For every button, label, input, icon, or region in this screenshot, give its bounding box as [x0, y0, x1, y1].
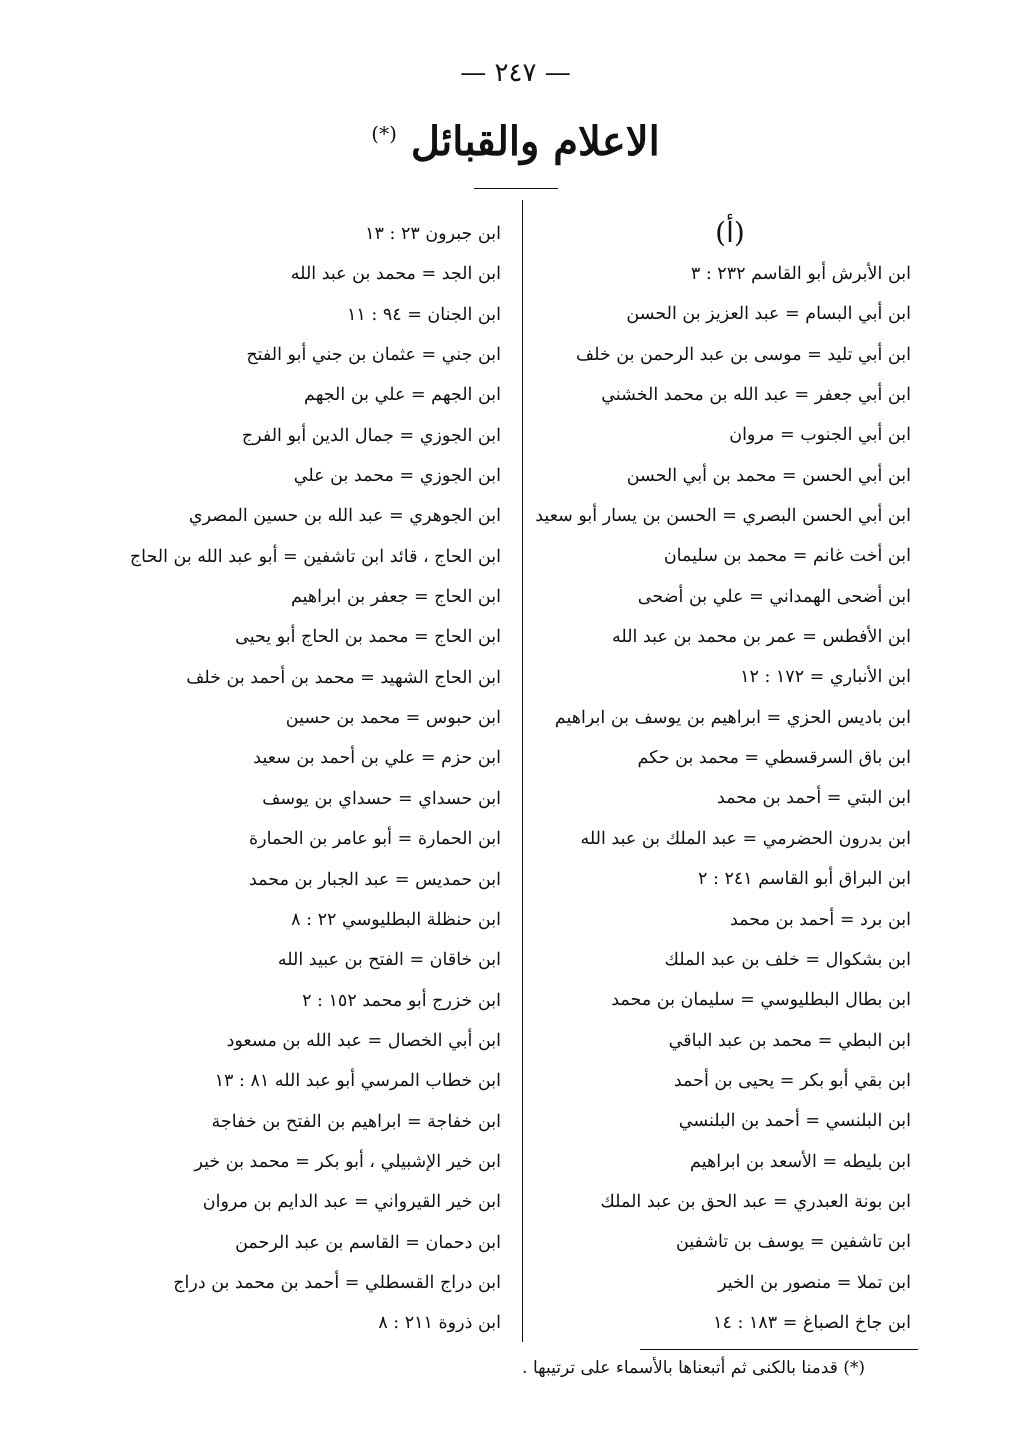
title-text: الاعلام والقبائل: [410, 118, 660, 165]
index-entry: ابن الجهم = علي بن الجهم: [304, 385, 501, 406]
index-entry: ابن حمديس = عبد الجبار بن محمد: [248, 869, 501, 890]
index-entry: ابن أبي الحسن البصري = الحسن بن يسار أبو سعيد: [535, 506, 911, 527]
index-entry: ابن حزم = علي بن أحمد بن سعيد: [253, 748, 501, 769]
index-entry: ابن بشكوال = خلف بن عبد الملك: [664, 949, 911, 970]
index-entry: ابن البتي = أحمد بن محمد: [716, 788, 911, 809]
index-entry: ابن الجوزي = محمد بن علي: [293, 466, 501, 487]
index-entry: ابن البلنسي = أحمد بن البلنسي: [678, 1111, 911, 1132]
index-entry: ابن خير القيرواني = عبد الدايم بن مروان: [202, 1192, 501, 1213]
index-entry: ابن بطال البطليوسي = سليمان بن محمد: [611, 990, 911, 1011]
index-entry: ابن خير الإشبيلي ، أبو بكر = محمد بن خير: [194, 1151, 501, 1172]
index-entry: ابن خاقان = الفتح بن عبيد الله: [277, 950, 501, 971]
index-entry: ابن بدرون الحضرمي = عبد الملك بن عبد الله: [580, 828, 911, 849]
index-entry: ابن جني = عثمان بن جني أبو الفتح: [246, 345, 501, 366]
index-entry: ابن أبي جعفر = عبد الله بن محمد الخشني: [601, 385, 911, 406]
index-entry: ابن حبوس = محمد بن حسين: [285, 708, 501, 729]
title-rule: [474, 188, 558, 189]
column-divider: [522, 200, 523, 1342]
index-entry: ابن الأفطس = عمر بن محمد بن عبد الله: [612, 627, 911, 648]
index-entry: ابن دحمان = القاسم بن عبد الرحمن: [235, 1232, 501, 1253]
index-entry: ابن أبي البسام = عبد العزيز بن الحسن: [626, 304, 911, 325]
index-entry: ابن أبي الجنوب = مروان: [729, 425, 911, 446]
index-entry: ابن أضحى الهمداني = علي بن أضحى: [637, 586, 911, 607]
index-entry: ابن الجوزي = جمال الدين أبو الفرج: [241, 425, 501, 446]
index-entry: ابن برد = أحمد بن محمد: [730, 909, 911, 930]
index-entry: ابن أخت غانم = محمد بن سليمان: [663, 546, 911, 567]
section-letter: (أ): [715, 216, 745, 249]
index-entry: ابن حسداي = حسداي بن يوسف: [262, 788, 501, 809]
index-entry: ابن باق السرقسطي = محمد بن حكم: [637, 748, 911, 769]
index-entry: ابن الحاج الشهيد = محمد بن أحمد بن خلف: [186, 667, 501, 688]
index-entry: ابن حنظلة البطليوسي ٢٢ : ٨: [291, 909, 501, 930]
index-entry: ابن خطاب المرسي أبو عبد الله ٨١ : ١٣: [214, 1071, 501, 1092]
index-entry: ابن الحاج ، قائد ابن تاشفين = أبو عبد الله بن الحاج: [129, 546, 501, 567]
index-entry: ابن الحاج = جعفر بن ابراهيم: [290, 587, 501, 608]
index-entry: ابن البراق أبو القاسم ٢٤١ : ٢: [698, 869, 911, 890]
index-entry: ابن بقي أبو بكر = يحيى بن أحمد: [673, 1070, 911, 1091]
index-entry: ابن البطي = محمد بن عبد الباقي: [668, 1030, 911, 1051]
index-entry: ابن الحاج = محمد بن الحاج أبو يحيى: [235, 627, 501, 648]
page-title: [0, 118, 1031, 165]
index-entry: ابن الحمارة = أبو عامر بن الحمارة: [249, 829, 501, 850]
index-entry: ابن الجنان = ٩٤ : ١١: [346, 304, 501, 325]
index-entry: ابن جبرون ٢٣ : ١٣: [365, 224, 501, 244]
index-entry: ابن خزرج أبو محمد ١٥٢ : ٢: [302, 990, 501, 1011]
page-number: — ٢٤٧ —: [460, 58, 571, 88]
right-column: [531, 254, 911, 1343]
footnote: (*) قدمنا بالكنى ثم أتبعناها بالأسماء على ترتيبها .: [522, 1358, 865, 1378]
index-entry: ابن تملا = منصور بن الخير: [718, 1272, 911, 1293]
index-entry: ابن الجد = محمد بن عبد الله: [290, 264, 501, 285]
index-entry: ابن بليطه = الأسعد بن ابراهيم: [690, 1151, 911, 1172]
index-entry: ابن أبي الحسن = محمد بن أبي الحسن: [626, 465, 911, 486]
index-entry: ابن أبي تليد = موسى بن عبد الرحمن بن خلف: [575, 344, 911, 365]
index-entry: ابن بونة العبدري = عبد الحق بن عبد الملك: [600, 1191, 911, 1212]
index-entry: ابن الجوهري = عبد الله بن حسين المصري: [188, 506, 501, 527]
index-entry: ابن الأنباري = ١٧٢ : ١٢: [740, 667, 911, 688]
index-entry: ابن الأبرش أبو القاسم ٢٣٢ : ٣: [690, 264, 911, 284]
footnote-rule: [640, 1349, 918, 1350]
left-column: [111, 214, 501, 1344]
title-footnote-mark: (*): [371, 121, 397, 146]
index-entry: ابن دراج القسطلي = أحمد بن محمد بن دراج: [173, 1272, 501, 1293]
index-entry: ابن جاخ الصباغ = ١٨٣ : ١٤: [713, 1312, 911, 1333]
index-entry: ابن ذروة ٢١١ : ٨: [378, 1313, 501, 1334]
index-entry: ابن تاشفين = يوسف بن تاشفين: [675, 1232, 911, 1253]
index-entry: ابن خفاجة = ابراهيم بن الفتح بن خفاجة: [211, 1111, 501, 1132]
index-entry: ابن باديس الحزي = ابراهيم بن يوسف بن ابراهيم: [554, 707, 911, 728]
index-entry: ابن أبي الخصال = عبد الله بن مسعود: [226, 1030, 501, 1051]
